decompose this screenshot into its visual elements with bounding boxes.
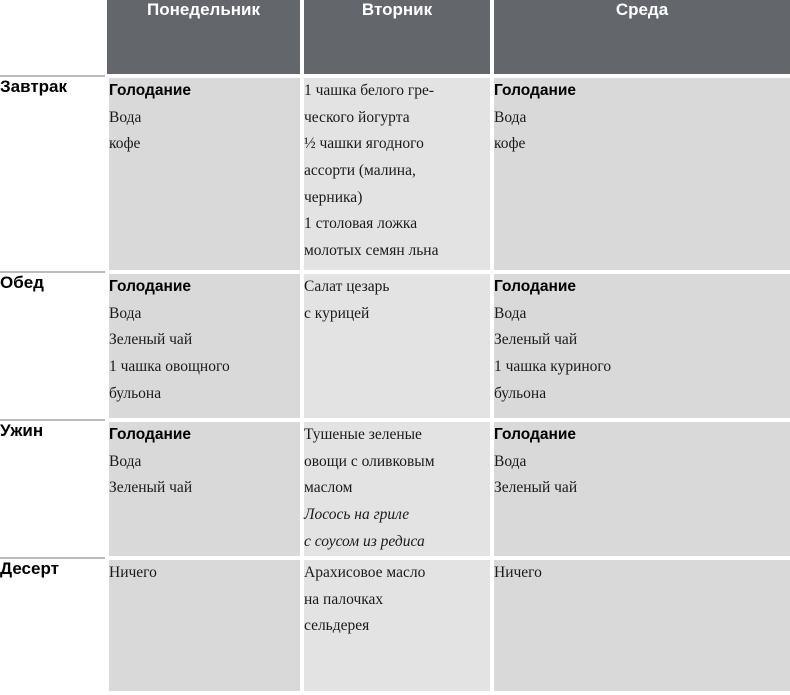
cell-lunch-tuesday: [302, 272, 492, 420]
cell-line: Голодание: [109, 426, 191, 443]
cell-line: Голодание: [494, 426, 576, 443]
cell-line: бульона: [494, 384, 547, 402]
cell-line: 1 чашка куриного: [494, 357, 612, 375]
table-row: [0, 272, 790, 420]
cell-line: Зеленый чай: [109, 479, 193, 497]
cell-line: 1 чашка овощного: [109, 357, 230, 375]
table-row: [0, 558, 790, 693]
cell-line: бульона: [109, 384, 162, 402]
cell-line: Голодание: [494, 82, 576, 99]
column-header-monday: Понедельник: [107, 0, 302, 76]
cell-line: маслом: [304, 479, 353, 497]
cell-line: Голодание: [109, 82, 191, 99]
cell-line: Вода: [494, 452, 527, 470]
cell-dessert-tuesday: [302, 558, 492, 693]
cell-dinner-monday: [107, 420, 302, 558]
cell-line: Вода: [109, 304, 142, 322]
cell-line: Вода: [109, 452, 142, 470]
row-label-dinner: Ужин: [0, 420, 107, 558]
column-header-wednesday: Среда: [492, 0, 790, 76]
cell-dessert-wednesday: [492, 558, 790, 693]
cell-line: Зеленый чай: [109, 331, 193, 349]
table-header-row: [0, 0, 790, 76]
table-body: [0, 76, 790, 693]
row-label-lunch: Обед: [0, 272, 107, 420]
cell-line: Голодание: [109, 278, 191, 295]
cell-line: Тушеные зеленые: [304, 426, 422, 443]
cell-dinner-tuesday: [302, 420, 492, 558]
cell-line: Вода: [494, 108, 527, 126]
cell-line: кофе: [109, 135, 141, 153]
cell-line: сельдерея: [304, 617, 370, 635]
cell-line: черника): [304, 188, 363, 206]
cell-line: ½ чашки ягодного: [304, 135, 424, 153]
table-row: [0, 76, 790, 272]
cell-line: с соусом из редиса: [304, 532, 425, 550]
cell-line: Ничего: [494, 564, 542, 581]
cell-line: на палочках: [304, 590, 384, 608]
cell-line: Зеленый чай: [494, 479, 578, 497]
column-header-tuesday: Вторник: [302, 0, 492, 76]
cell-lunch-wednesday: [492, 272, 790, 420]
cell-line: Ничего: [109, 564, 157, 581]
cell-line: молотых семян льна: [304, 241, 439, 259]
cell-line: Голодание: [494, 278, 576, 295]
cell-line: Лосось на гриле: [304, 505, 410, 523]
table-corner-cell: [0, 0, 107, 76]
cell-dessert-monday: [107, 558, 302, 693]
cell-line: кофе: [494, 135, 526, 153]
cell-line: Арахисовое масло: [304, 564, 426, 581]
cell-line: Вода: [109, 108, 142, 126]
cell-dinner-wednesday: [492, 420, 790, 558]
cell-breakfast-monday: [107, 76, 302, 272]
row-label-breakfast: Завтрак: [0, 76, 107, 272]
table-row: [0, 420, 790, 558]
cell-breakfast-tuesday: [302, 76, 492, 272]
cell-line: Вода: [494, 304, 527, 322]
cell-line: Салат цезарь: [304, 278, 390, 295]
cell-line: 1 чашка белого гре-: [304, 82, 435, 99]
cell-line: ассорти (малина,: [304, 161, 416, 179]
cell-breakfast-wednesday: [492, 76, 790, 272]
row-label-dessert: Десерт: [0, 558, 107, 693]
cell-line: Зеленый чай: [494, 331, 578, 349]
cell-line: овощи с оливковым: [304, 452, 435, 470]
cell-lunch-monday: [107, 272, 302, 420]
cell-line: 1 столовая ложка: [304, 215, 418, 233]
cell-line: с курицей: [304, 304, 370, 322]
cell-line: ческого йогурта: [304, 108, 410, 126]
